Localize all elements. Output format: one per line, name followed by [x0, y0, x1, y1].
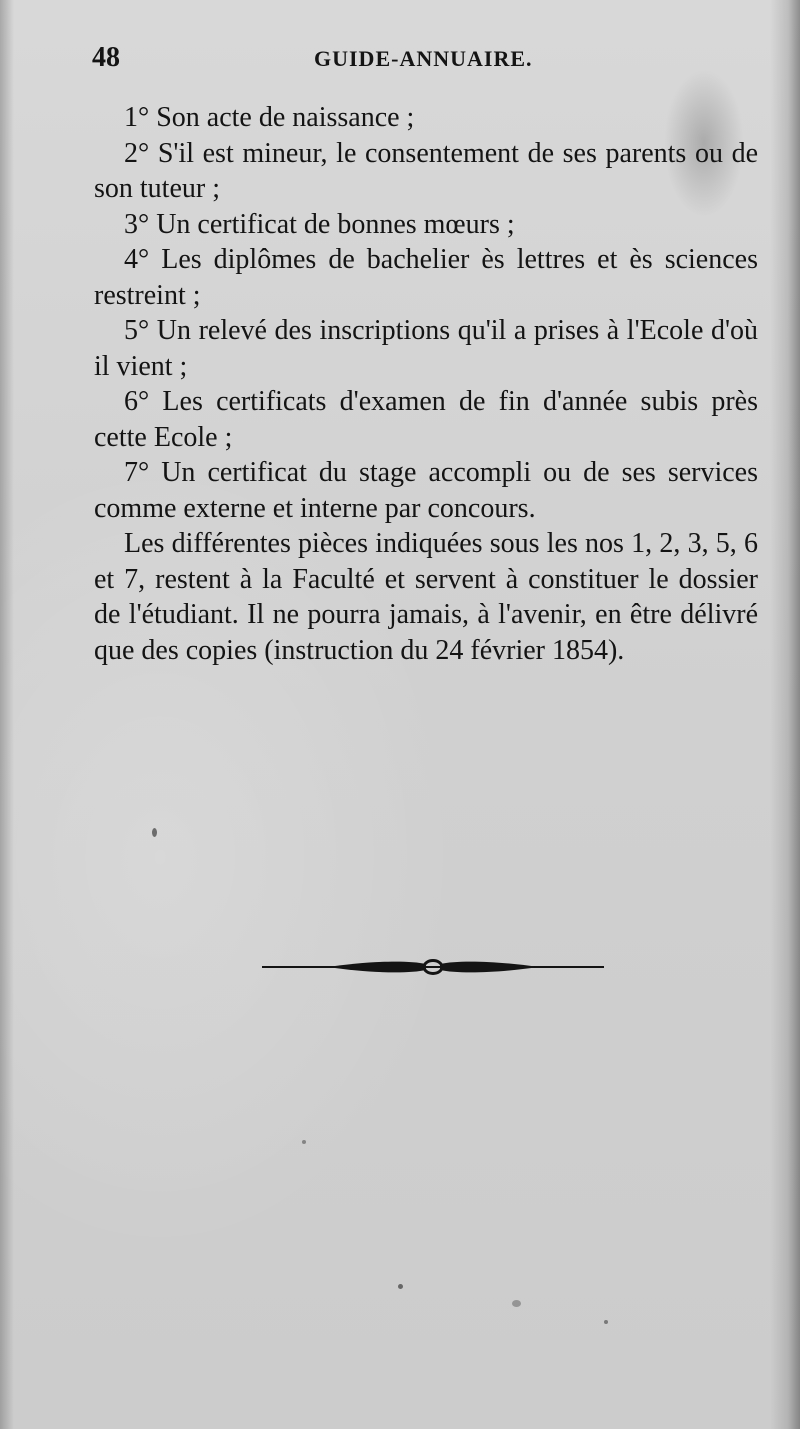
list-item-7: 7° Un certificat du stage accompli ou de ses services comme externe et interne par concours.	[94, 457, 758, 524]
list-item-2: 2° S'il est mineur, le consentement de ses parents ou de son tuteur ;	[94, 137, 758, 204]
paper-speck	[604, 1320, 608, 1324]
paper-speck	[398, 1284, 403, 1289]
list-item-5: 5° Un relevé des inscriptions qu'il a prises à l'Ecole d'où il vient ;	[94, 315, 758, 382]
running-head	[92, 40, 760, 80]
page-shadow-left	[0, 0, 14, 1429]
body-text	[94, 100, 758, 668]
list-item-4: 4° Les diplômes de bachelier ès lettres et ès sciences restreint ;	[94, 244, 758, 311]
running-title: GUIDE-ANNUAIRE.	[314, 46, 533, 71]
list-item-1: 1° Son acte de naissance ;	[124, 102, 415, 133]
page-shadow-right	[770, 0, 800, 1429]
paper-speck	[302, 1140, 306, 1144]
page-number: 48	[92, 42, 120, 73]
paper-speck	[512, 1300, 521, 1307]
list-item-3: 3° Un certificat de bonnes mœurs ;	[124, 208, 515, 240]
closing-paragraph: Les différentes pièces indiquées sous les nos 1, 2, 3, 5, 6 et 7, restent à la Faculté et servent à constituer le dossier de l'étudiant. Il ne pourra jamais, à l'avenir, en être délivré que des copies (instruction du 24 février 1854).	[94, 528, 758, 666]
list-item-6: 6° Les certificats d'examen de fin d'année subis près cette Ecole ;	[94, 386, 758, 453]
decorative-rule-ornament	[258, 950, 608, 984]
paper-speck	[152, 828, 157, 837]
